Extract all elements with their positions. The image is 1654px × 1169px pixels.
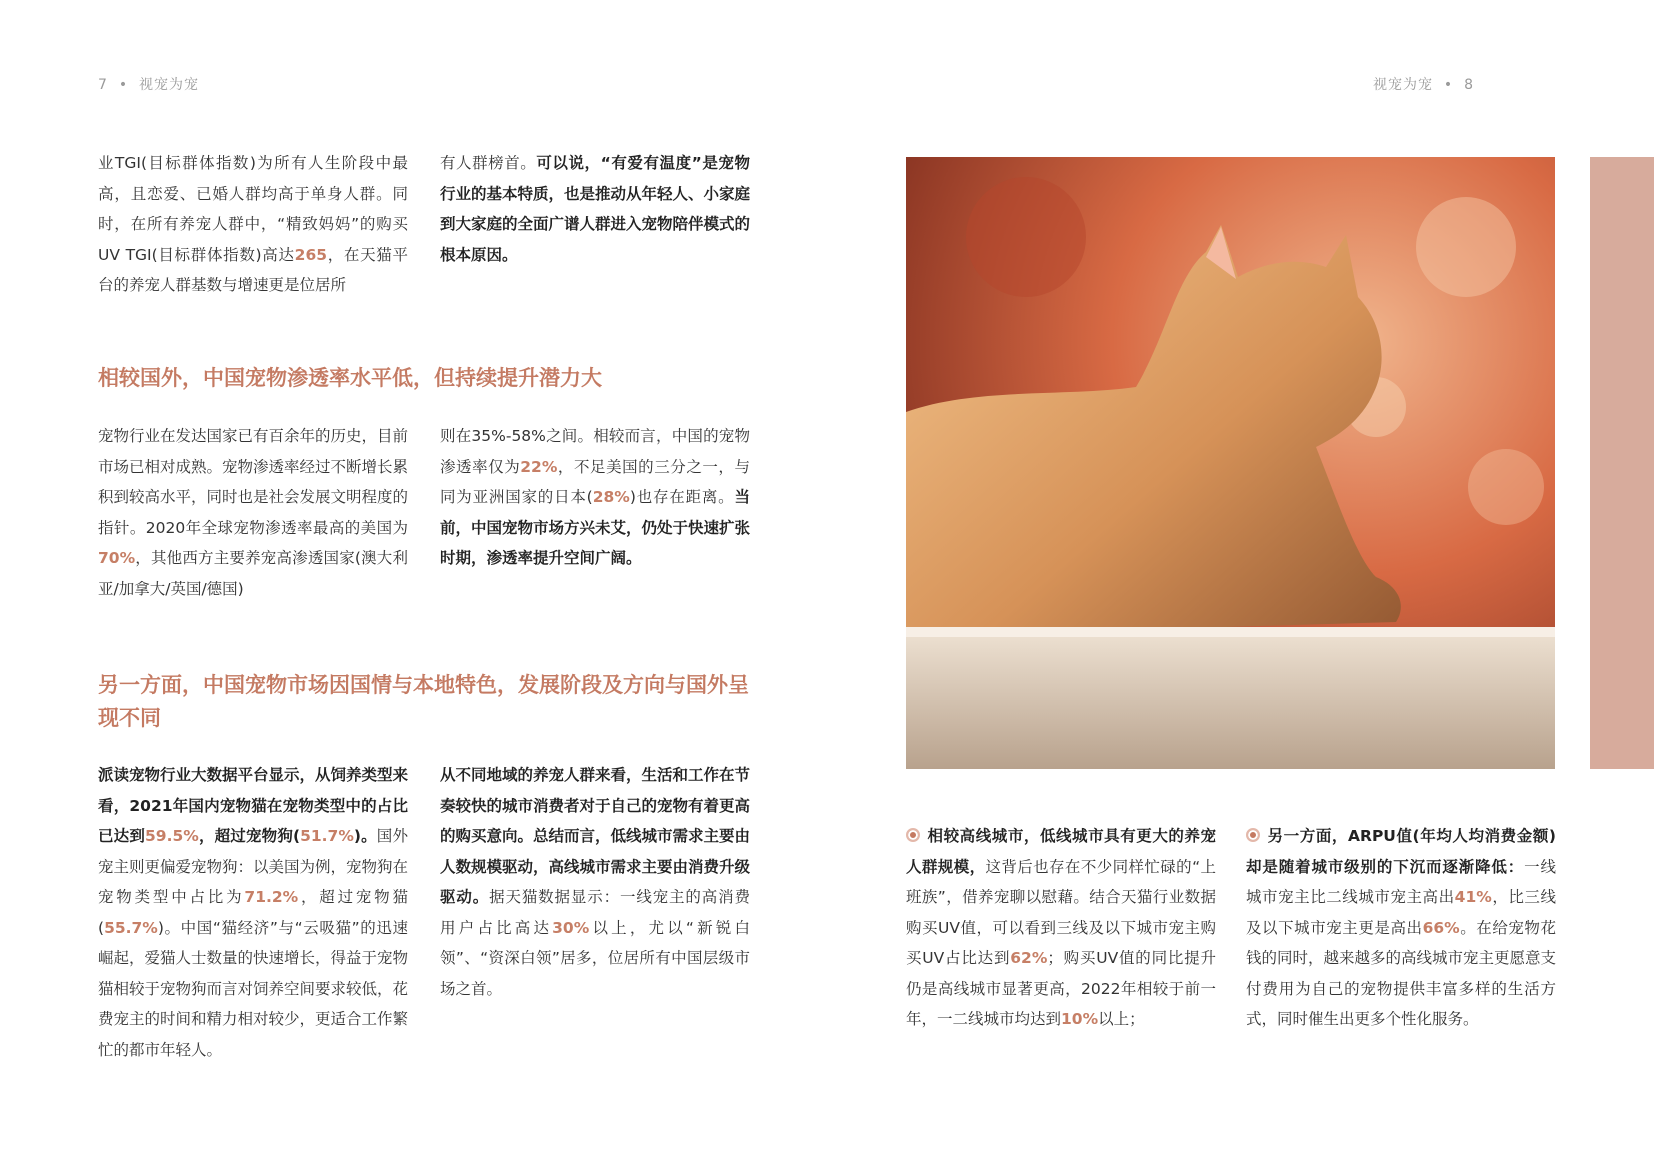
intro-paragraph-1 [98,148,408,301]
right-paragraph-2-text [1246,827,1556,1028]
bold-text: 可以说，“有爱有温度”是宠物行业的基本特质，也是推动从年轻人、小家庭到大家庭的全面广谱人群进入宠物陪伴模式的根本原因。 [440,154,751,264]
body-text: )也存在距离。 [629,488,735,506]
bold-text: ，超过宠物狗( [198,827,301,845]
right-column-1 [906,821,1216,1035]
right-page-header [1373,74,1474,94]
body-text: 有人群榜首。 [440,154,537,172]
section-heading-1: 相较国外，中国宠物渗透率水平低，但持续提升潜力大 [98,366,602,390]
body-text: )。中国“猫经济”与“云吸猫”的迅速崛起，爱猫人士数量的快速增长，得益于宠物猫相较于宠物狗而言对饲养空间要求较低，花费宠主的时间和精力相对较少，更适合工作繁忙的都市年轻人。 [98,918,409,1059]
section2-paragraph-2 [440,760,750,1004]
highlight-figure: 51.7% [300,827,354,845]
body-text: ；购买UV值的同比提升仍是高线城市显著更高，2022年相较于前一年，一二线城市均达到 [906,949,1216,1028]
body-text: ，不足美国的三分之一，与同为亚洲国家的日本( [440,457,750,506]
bold-text: 派读宠物行业大数据平台显示，从饲养类型来看，2021年国内宠物猫在宠物类型中的占比已达到 [98,766,409,845]
intro-column-2 [440,148,750,270]
bold-text: 从不同地域的养宠人群来看，生活和工作在节奏较快的城市消费者对于自己的宠物有着更高的购买意向。总结而言，低线城市需求主要由人数规模驱动，高线城市需求主要由消费升级驱动。 [440,766,751,906]
body-text: ，在天猫平台的养宠人群基数与增速更是位居所 [98,245,408,294]
right-column-2 [1246,821,1556,1035]
body-text: 宠物行业在发达国家已有百余年的历史，目前市场已相对成熟。宠物渗透率经过不断增长累积到较高水平，同时也是社会发展文明程度的指针。2020年全球宠物渗透率最高的美国为 [98,427,409,537]
body-text: ，比三线及以下城市宠主更是高出 [1246,888,1556,937]
section1-column-1 [98,421,408,604]
bullet-icon [906,828,920,842]
section-heading-2: 另一方面，中国宠物市场因国情与本地特色，发展阶段及方向与国外呈现不同 [98,673,749,730]
highlight-figure: 70% [98,549,136,567]
body-text: 。在给宠物花钱的同时，越来越多的高线城市宠主更愿意支付费用为自己的宠物提供丰富多样的生活方式，同时催生出更多个性化服务。 [1246,918,1557,1028]
highlight-figure: 62% [1010,949,1048,967]
highlight-figure: 66% [1422,918,1460,937]
highlight-figure: 30% [552,918,590,937]
highlight-figure: 265 [294,245,328,264]
body-text: 业TGI(目标群体指数)为所有人生阶段中最高，且恋爱、已婚人群均高于单身人群。同时，在所有养宠人群中，“精致妈妈”的购买UV TGI(目标群体指数)高达 [98,154,408,264]
highlight-figure: 71.2% [244,888,299,906]
body-text: 国外宠主则更偏爱宠物狗：以美国为例，宠物狗在宠物类型中占比为 [98,827,409,906]
bullet-icon [1246,828,1260,842]
section2-column-1 [98,760,408,1065]
body-text: 据天猫数据显示：一线宠主的高消费用户占比高达 [440,888,750,937]
left-page-header [98,74,199,94]
right-page-title: 视宠为宠 [1373,77,1433,93]
cat-photo [906,157,1555,769]
body-text: 这背后也存在不少同样忙碌的“上班族”，借养宠聊以慰藉。结合天猫行业数据购买UV值，可以看到三线及以下城市宠主购买UV占比达到 [906,857,1216,967]
section2-paragraph-1 [98,760,408,1065]
bold-text: 另一方面，ARPU值(年均人均消费金额)却是随着城市级别的下沉而逐渐降低： [1246,827,1556,876]
body-text: 以上，尤以“新锐白领”、“资深白领”居多，位居所有中国层级市场之首。 [440,918,750,998]
bold-text: 相较高线城市，低线城市具有更大的养宠人群规模， [906,827,1216,876]
section1-paragraph-1 [98,421,408,604]
section1-paragraph-2 [440,421,750,574]
highlight-figure: 10% [1061,1010,1099,1028]
right-page-number: 8 [1464,77,1474,93]
left-page-title: 视宠为宠 [139,77,199,93]
decorative-side-bar [1590,157,1654,769]
cat-illustration [906,157,1555,769]
left-page-number: 7 [98,77,108,93]
highlight-figure: 22% [520,457,558,476]
body-text: 则在35%-58%之间。相较而言，中国的宠物渗透率仅为 [440,427,750,476]
highlight-figure: 55.7% [104,918,158,937]
intro-paragraph-2 [440,148,750,270]
section1-column-2 [440,421,750,574]
header-separator: • [1443,77,1454,93]
highlight-figure: 28% [592,488,630,506]
right-paragraph-1-text [906,827,1216,1028]
highlight-figure: 41% [1454,888,1492,906]
highlight-figure: 59.5% [145,827,199,845]
right-paragraph-1 [906,821,1216,1035]
header-separator: • [118,77,129,93]
bold-text: 当前，中国宠物市场方兴未艾，仍处于快速扩张时期，渗透率提升空间广阔。 [440,488,751,567]
body-text: 以上； [1098,1010,1145,1028]
intro-column-1 [98,148,408,301]
section2-column-2 [440,760,750,1004]
body-text: ，超过宠物猫( [98,888,408,937]
body-text: 一线城市宠主比二线城市宠主高出 [1246,857,1556,906]
bold-text: )。 [353,827,377,845]
body-text: ，其他西方主要养宠高渗透国家(澳大利亚/加拿大/英国/德国) [98,549,408,598]
right-paragraph-2 [1246,821,1556,1035]
